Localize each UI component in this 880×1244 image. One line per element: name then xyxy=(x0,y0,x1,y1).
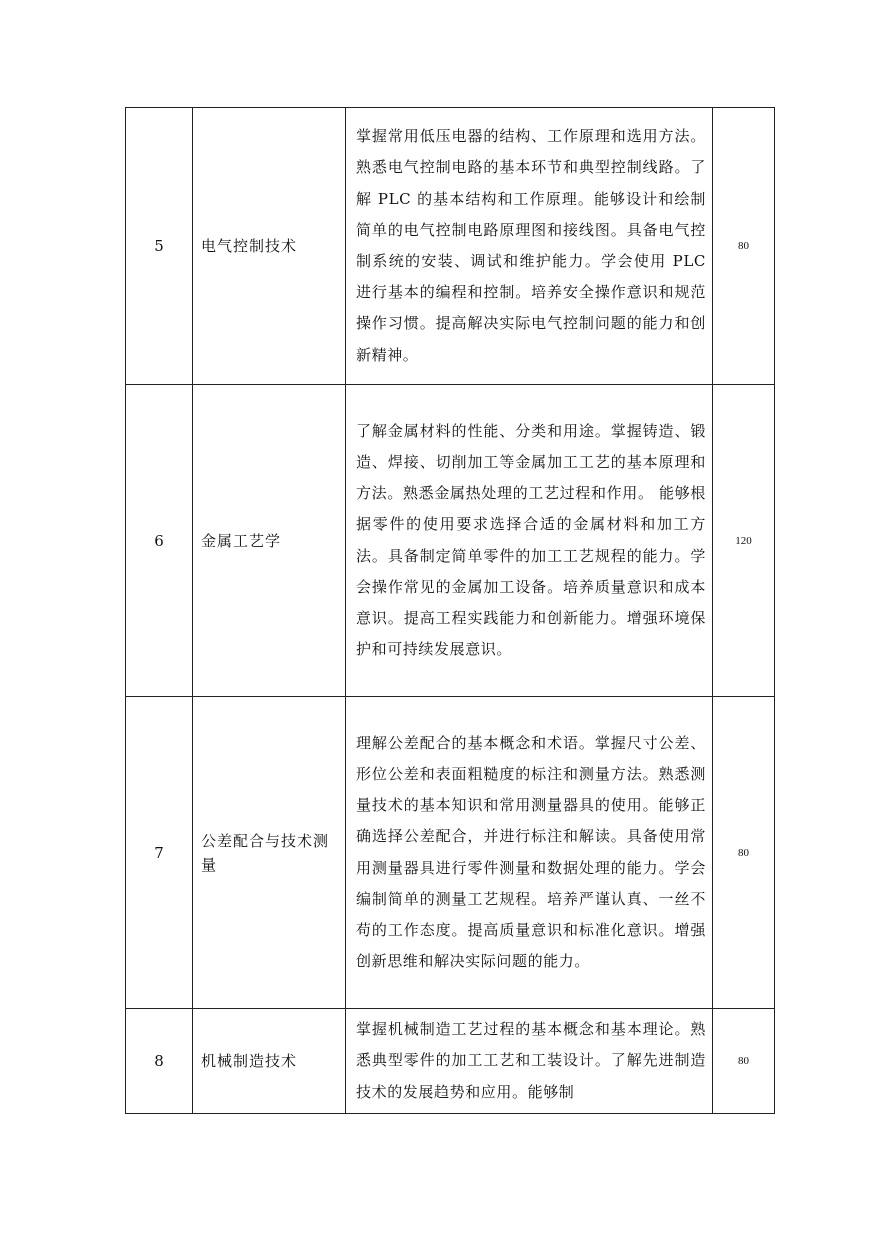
course-description: 理解公差配合的基本概念和术语。掌握尺寸公差、形位公差和表面粗糙度的标注和测量方法。熟悉测量技术的基本知识和常用测量器具的使用。能够正确选择公差配合，并进行标注和解读。具备使用常用测量器具进行零件测量和数据处理的能力。学会编制简单的测量工艺规程。培养严谨认真、一丝不苟的工作态度。提高质量意识和标准化意识。增强创新思维和解决实际问题的能力。 xyxy=(346,697,713,1009)
course-table xyxy=(125,107,775,1114)
course-hours: 80 xyxy=(713,108,775,385)
course-name: 金属工艺学 xyxy=(193,385,346,697)
course-number: 8 xyxy=(126,1009,193,1114)
table-row xyxy=(126,697,775,1009)
course-description: 了解金属材料的性能、分类和用途。掌握铸造、锻造、焊接、切削加工等金属加工工艺的基本原理和方法。熟悉金属热处理的工艺过程和作用。 能够根据零件的使用要求选择合适的金属材料和加工方法。具备制定简单零件的加工工艺规程的能力。学会操作常见的金属加工设备。培养质量意识和成本意识。提高工程实践能力和创新能力。增强环境保护和可持续发展意识。 xyxy=(346,385,713,697)
course-number: 7 xyxy=(126,697,193,1009)
course-number: 6 xyxy=(126,385,193,697)
course-name: 电气控制技术 xyxy=(193,108,346,385)
course-number: 5 xyxy=(126,108,193,385)
table-row xyxy=(126,385,775,697)
course-hours: 80 xyxy=(713,1009,775,1114)
table-row xyxy=(126,1009,775,1114)
course-name: 公差配合与技术测量 xyxy=(193,697,346,1009)
course-hours: 120 xyxy=(713,385,775,697)
course-hours: 80 xyxy=(713,697,775,1009)
table-row xyxy=(126,108,775,385)
course-description: 掌握机械制造工艺过程的基本概念和基本理论。熟悉典型零件的加工工艺和工装设计。了解先进制造技术的发展趋势和应用。能够制 xyxy=(346,1009,713,1114)
course-description: 掌握常用低压电器的结构、工作原理和选用方法。熟悉电气控制电路的基本环节和典型控制线路。了解 PLC 的基本结构和工作原理。能够设计和绘制简单的电气控制电路原理图和接线图。具备电气控制系统的安装、调试和维护能力。学会使用 PLC 进行基本的编程和控制。培养安全操作意识和规范操作习惯。提高解决实际电气控制问题的能力和创新精神。 xyxy=(346,108,713,385)
course-name: 机械制造技术 xyxy=(193,1009,346,1114)
